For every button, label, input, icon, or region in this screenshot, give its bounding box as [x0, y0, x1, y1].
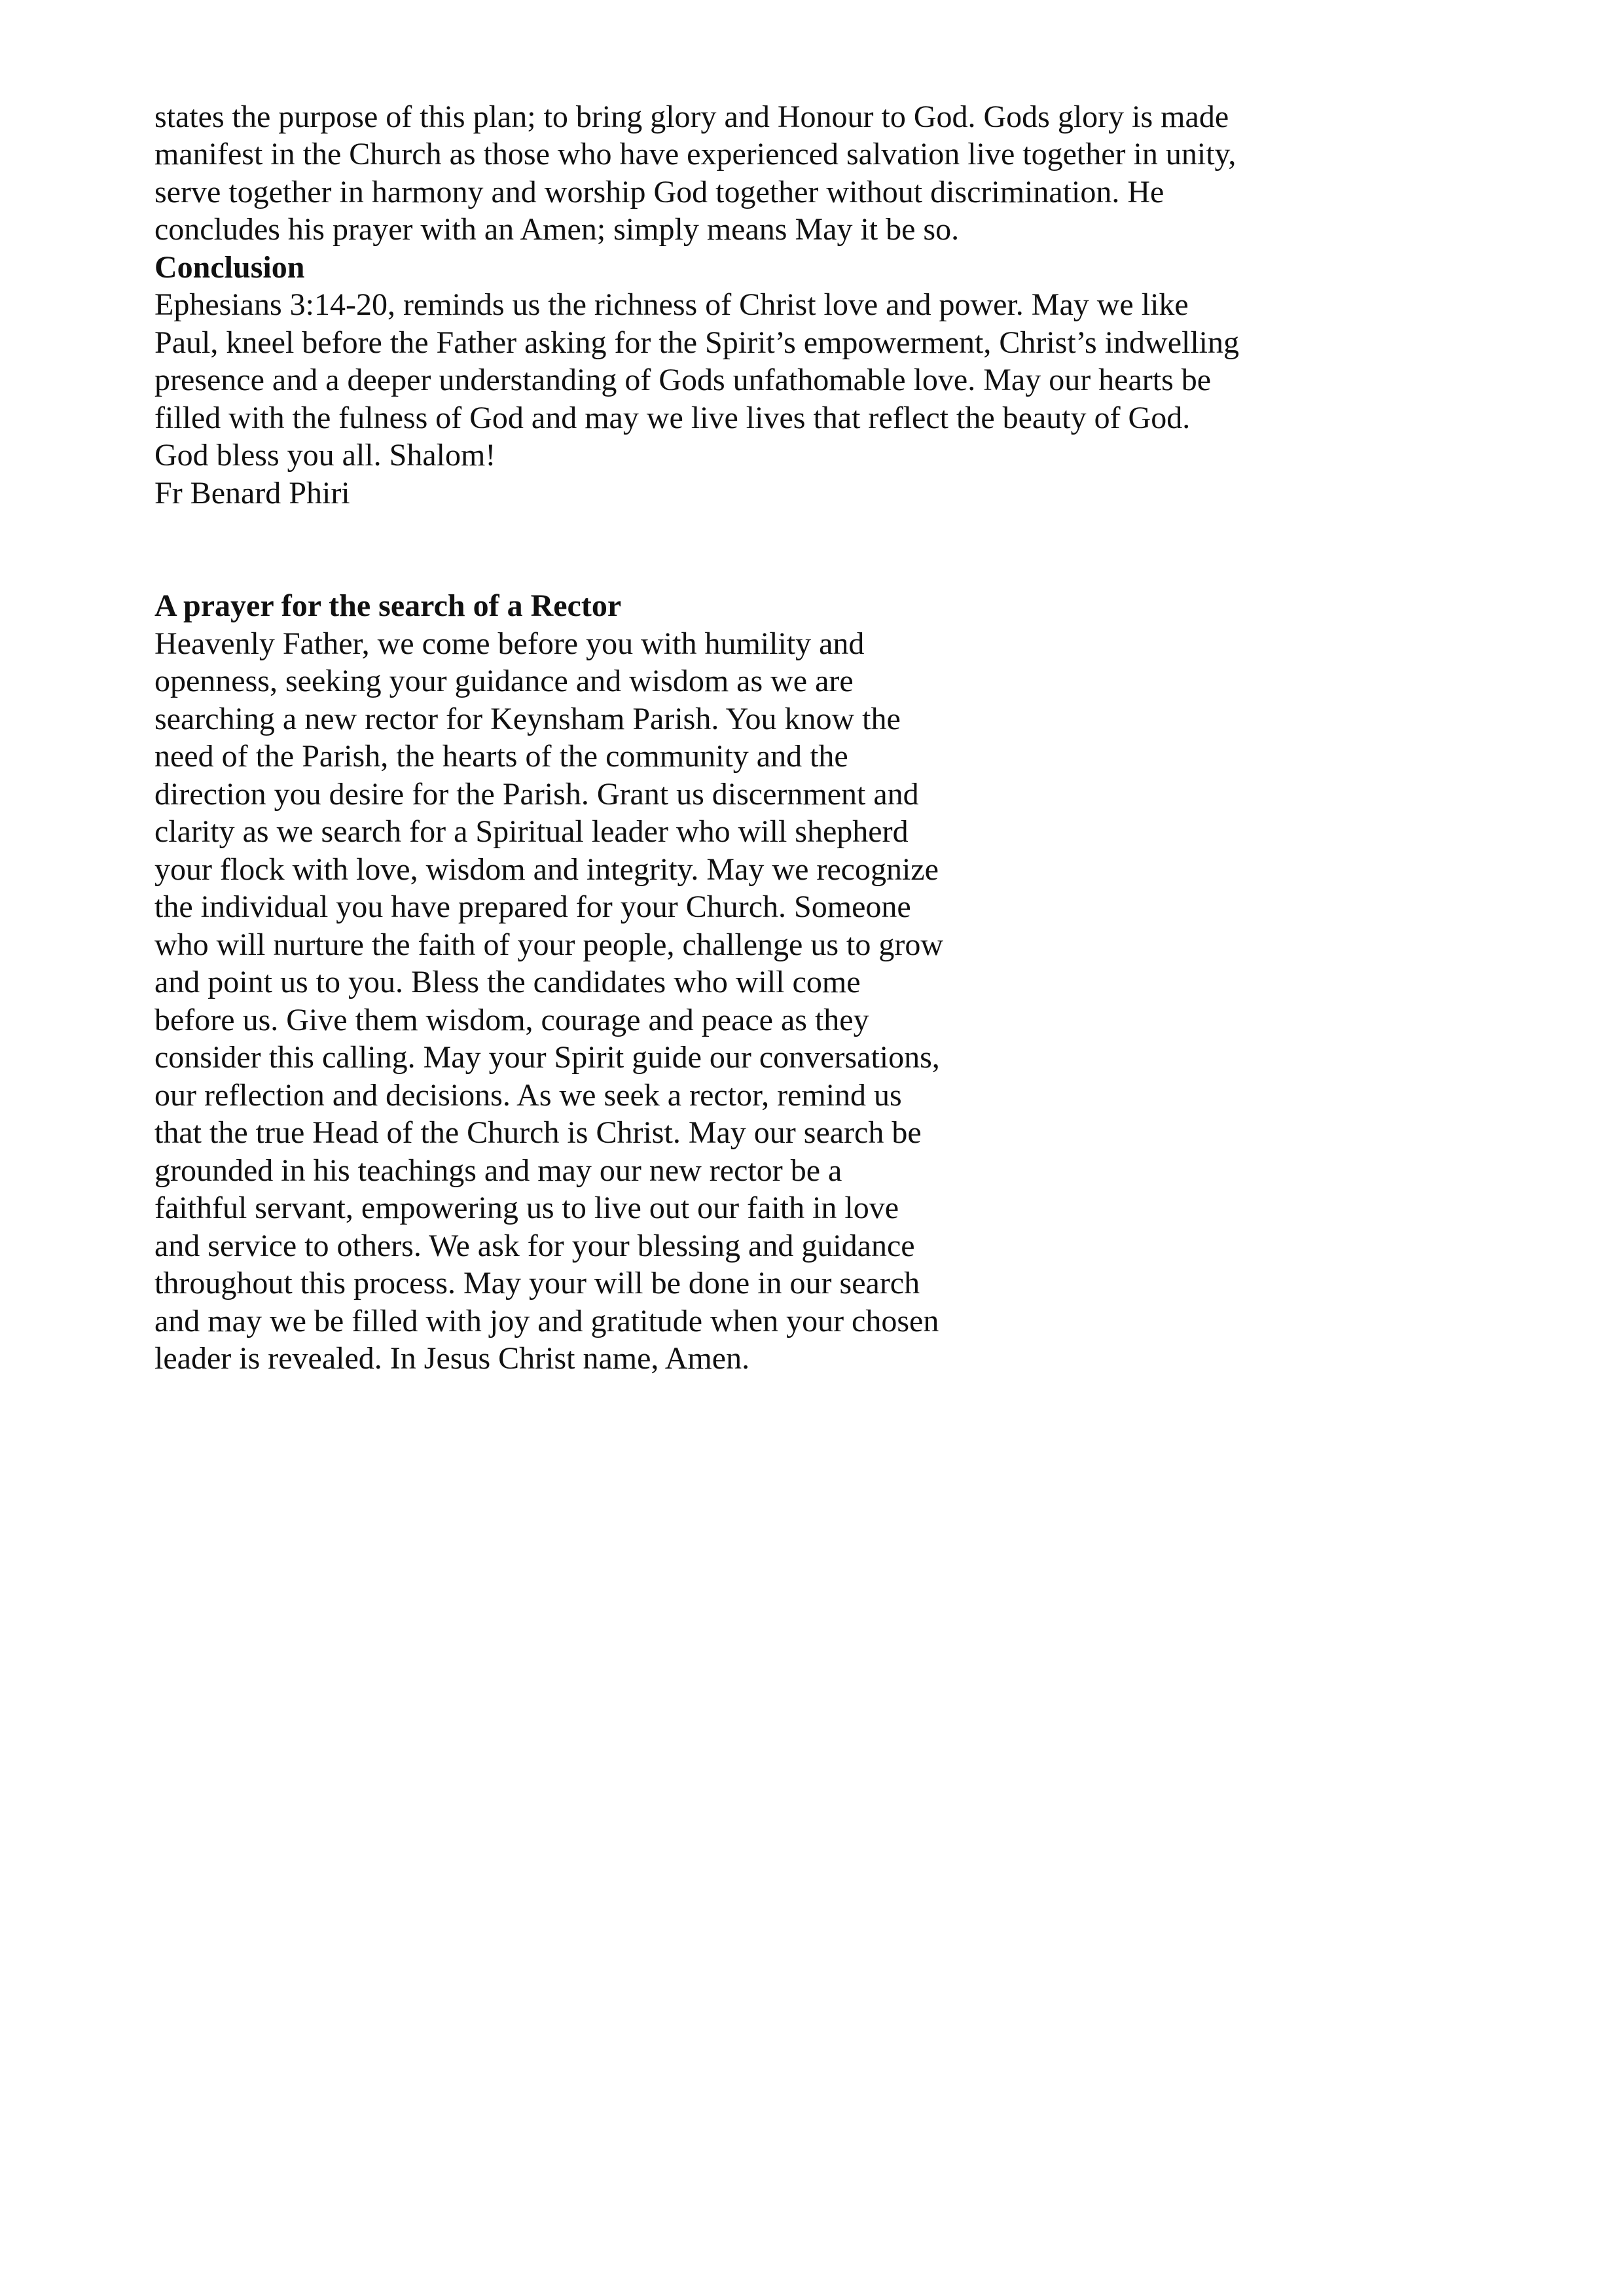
prayer-line: searching a new rector for Keynsham Parish. You know the	[154, 702, 901, 736]
conclusion-line: Ephesians 3:14-20, reminds us the richness of Christ love and power. May we like	[154, 287, 1189, 322]
prayer-line: Heavenly Father, we come before you with humility and	[154, 626, 865, 661]
prayer-line: your flock with love, wisdom and integrity. May we recognize	[154, 852, 939, 887]
intro-line: manifest in the Church as those who have experienced salvation live together in unity,	[154, 137, 1236, 171]
intro-line: states the purpose of this plan; to bring glory and Honour to God. Gods glory is made	[154, 99, 1229, 134]
prayer-line: clarity as we search for a Spiritual leader who will shepherd	[154, 814, 909, 849]
conclusion-line: Paul, kneel before the Father asking for the Spirit’s empowerment, Christ’s indwelling	[154, 325, 1240, 360]
intro-line: serve together in harmony and worship God together without discrimination. He	[154, 175, 1164, 209]
conclusion-line: filled with the fulness of God and may we live lives that reflect the beauty of God.	[154, 401, 1191, 435]
prayer-line: and service to others. We ask for your blessing and guidance	[154, 1229, 915, 1263]
prayer-line: and may we be filled with joy and gratitude when your chosen	[154, 1304, 939, 1338]
prayer-line: direction you desire for the Parish. Grant us discernment and	[154, 777, 919, 812]
intro-line: concludes his prayer with an Amen; simply means May it be so.	[154, 212, 960, 247]
prayer-line: who will nurture the faith of your people, challenge us to grow	[154, 927, 944, 962]
prayer-line: and point us to you. Bless the candidates who will come	[154, 965, 861, 999]
prayer-line: our reflection and decisions. As we seek a rector, remind us	[154, 1078, 902, 1113]
conclusion-line: God bless you all. Shalom!	[154, 438, 496, 473]
prayer-heading: A prayer for the search of a Rector	[154, 588, 622, 623]
prayer-line: need of the Parish, the hearts of the community and the	[154, 739, 848, 774]
prayer-line: leader is revealed. In Jesus Christ name, Amen.	[154, 1341, 750, 1376]
prayer-line: that the true Head of the Church is Christ. May our search be	[154, 1115, 922, 1150]
prayer-line: consider this calling. May your Spirit guide our conversations,	[154, 1040, 940, 1075]
prayer-line: before us. Give them wisdom, courage and peace as they	[154, 1003, 869, 1037]
prayer-line: grounded in his teachings and may our new rector be a	[154, 1153, 842, 1188]
signature: Fr Benard Phiri	[154, 476, 350, 511]
prayer-line: the individual you have prepared for your Church. Someone	[154, 889, 911, 924]
conclusion-line: presence and a deeper understanding of Gods unfathomable love. May our hearts be	[154, 363, 1212, 397]
conclusion-heading: Conclusion	[154, 250, 305, 285]
prayer-line: throughout this process. May your will be done in our search	[154, 1266, 920, 1300]
prayer-line: openness, seeking your guidance and wisdom as we are	[154, 664, 854, 698]
prayer-line: faithful servant, empowering us to live out our faith in love	[154, 1191, 899, 1225]
